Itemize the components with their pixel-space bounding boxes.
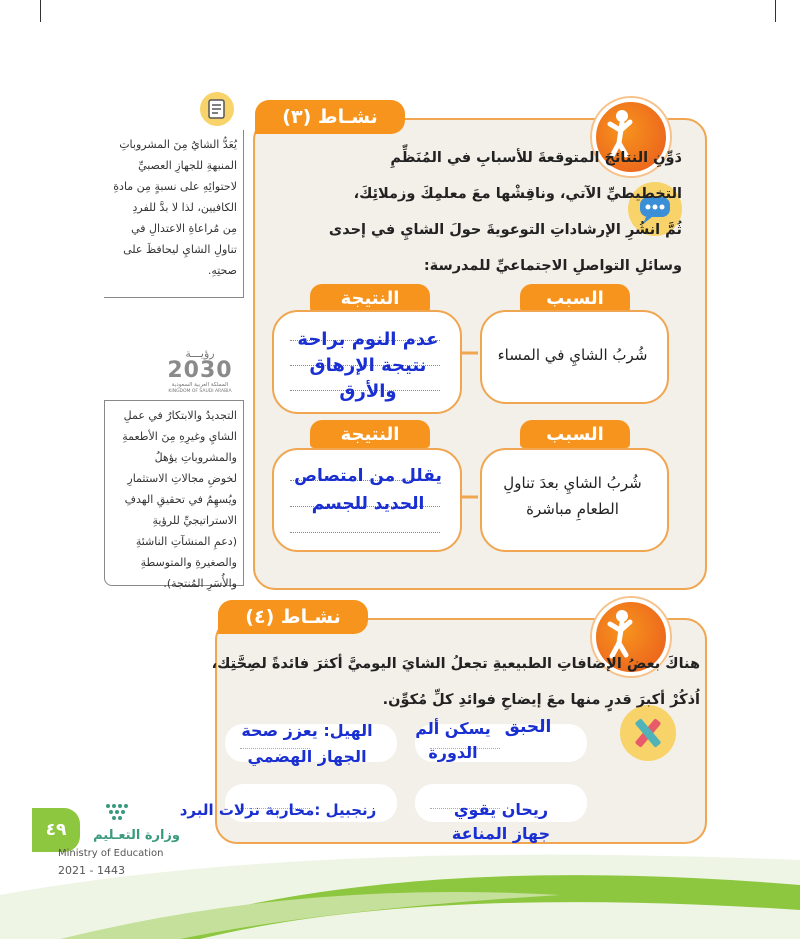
handwritten-answer (222, 718, 392, 770)
dotted-line (290, 532, 440, 533)
note-line: الشايِ وغيرِهِ مِنَ الأطعمةِ (122, 430, 237, 443)
note-line: والأُسَرِ المُنتجة). (163, 577, 237, 590)
handwritten-line: الحديد للجسم (311, 494, 425, 514)
cause-text (485, 470, 660, 522)
handwritten-answer: الحبق (504, 717, 552, 737)
activity-3-tab: نشـاط (٣) (255, 100, 405, 134)
activity-4-instructions (180, 646, 700, 718)
vision-line: KINGDOM OF SAUDI ARABIA (168, 389, 232, 394)
handwritten-answer (408, 717, 498, 765)
page-number: ٤٩ (32, 808, 80, 852)
handwritten-result (268, 327, 468, 405)
answer-benefit: يعزز صحة (241, 721, 318, 740)
result-header: النتيجة (310, 420, 430, 448)
note-line: المنبهةِ للجهازِ العصبيِّ (138, 159, 237, 172)
instruction-line: التخطيطيِّ الآتي، وناقِشْها معَ معلمِكَ وزملائِكَ، (353, 186, 682, 202)
note-line: (دعمِ المنشآتِ الناشئةِ (135, 535, 237, 548)
note-line: لاحتوائِهِ على نسبةٍ مِن مادةِ (113, 180, 237, 193)
answer-benefit: :محاربة نزلات البرد (179, 801, 321, 819)
instruction-line: وسائلِ التواصلِ الاجتماعيِّ للمدرسة: (423, 258, 682, 274)
ministry-logo-icon (100, 798, 160, 828)
handwritten-line: عدم النوم براحة (297, 329, 439, 350)
handwritten-result (268, 462, 468, 518)
ministry-name-en: Ministry of Education (58, 848, 164, 859)
note-line: الاستراتيجيِّ للرؤيةِ (152, 514, 237, 527)
instruction-line: دَوِّنِ النتائجَ المتوقعةَ للأسبابِ في المُنَظِّمِ (390, 150, 682, 166)
cause-header: السبب (520, 420, 630, 448)
activity-3-instructions (252, 140, 682, 284)
handwritten-line: يقلل من امتصاص (294, 466, 442, 486)
vision-year: 2030 (167, 358, 233, 383)
note-line: تناولِ الشايِ ليحافظَ على (123, 243, 237, 256)
note-line: والمشروباتِ يؤهلُ (154, 451, 237, 464)
instruction-line: ثُمَّ انشُرِ الإرشاداتِ التوعويةَ حولَ الشايِ في إحدى (328, 222, 682, 238)
cause-text: شُربُ الشايِ في المساء (497, 346, 648, 364)
side-note-caffeine (104, 130, 244, 298)
instruction-line: اُذكُرْ أكبرَ قدرٍ منها معَ إيضاحِ فوائدِ كلِّ مُكوِّن. (382, 692, 700, 708)
handwritten-line: جهاز المناعة (451, 824, 551, 843)
handwritten-line: الدورة (428, 743, 478, 762)
note-line: ويُسهِمُ في تحقيقِ الهدفِ (124, 493, 237, 506)
crop-mark (775, 0, 776, 22)
note-line: يُعَدُّ الشايُ مِنَ المشروباتِ (119, 138, 237, 151)
vision-arabic: رؤيـــة (185, 347, 215, 360)
note-icon (200, 92, 234, 126)
note-line: الكافيين، لذا لا بدَّ للفردِ (132, 201, 237, 214)
cause-header: السبب (520, 284, 630, 312)
vision-2030-logo (160, 348, 240, 400)
cause-line: الطعامِ مباشرة (526, 500, 619, 518)
result-header: النتيجة (310, 284, 430, 312)
handwritten-line: الجهاز الهضمي (247, 747, 367, 766)
answer-name: زنجبيل (325, 801, 377, 819)
activity-4-tab: نشـاط (٤) (218, 600, 368, 634)
handwritten-line: يسكن ألم (415, 719, 491, 738)
edition-year: 2021 - 1443 (58, 864, 125, 877)
answer-name: ريحان (501, 800, 549, 819)
vision-line: المملكة العربية السعودية (171, 382, 229, 388)
crop-mark (40, 0, 41, 22)
note-line: لخوضِ مجالاتِ الاستثمارِ (127, 472, 237, 485)
handwritten-line (222, 718, 392, 744)
handwritten-line: والأرق (339, 381, 397, 402)
cause-line: شُربُ الشايِ بعدَ تناولِ (503, 474, 642, 492)
ministry-name-ar: وزارة التعـليم (93, 828, 180, 843)
note-line: مِن مُراعاةِ الاعتدالِ في (131, 222, 237, 235)
note-line: صحتِهِ. (207, 264, 237, 277)
note-line: التجديدُ والابتكارُ في عملِ (123, 409, 237, 422)
side-note-vision (104, 400, 244, 590)
handwritten-line: نتيجة الإرهاق (309, 355, 427, 376)
answer-name: الهيل: (323, 721, 373, 740)
answer-benefit: يقوي (453, 800, 497, 819)
note-line: والصغيرةِ والمتوسطةِ (140, 556, 237, 569)
instruction-line: هناكَ بعضُ الإضافاتِ الطبيعيةِ تجعلُ الشايَ اليوميَّ أكثرَ فائدةً لصِحَّتِك، (211, 656, 700, 672)
